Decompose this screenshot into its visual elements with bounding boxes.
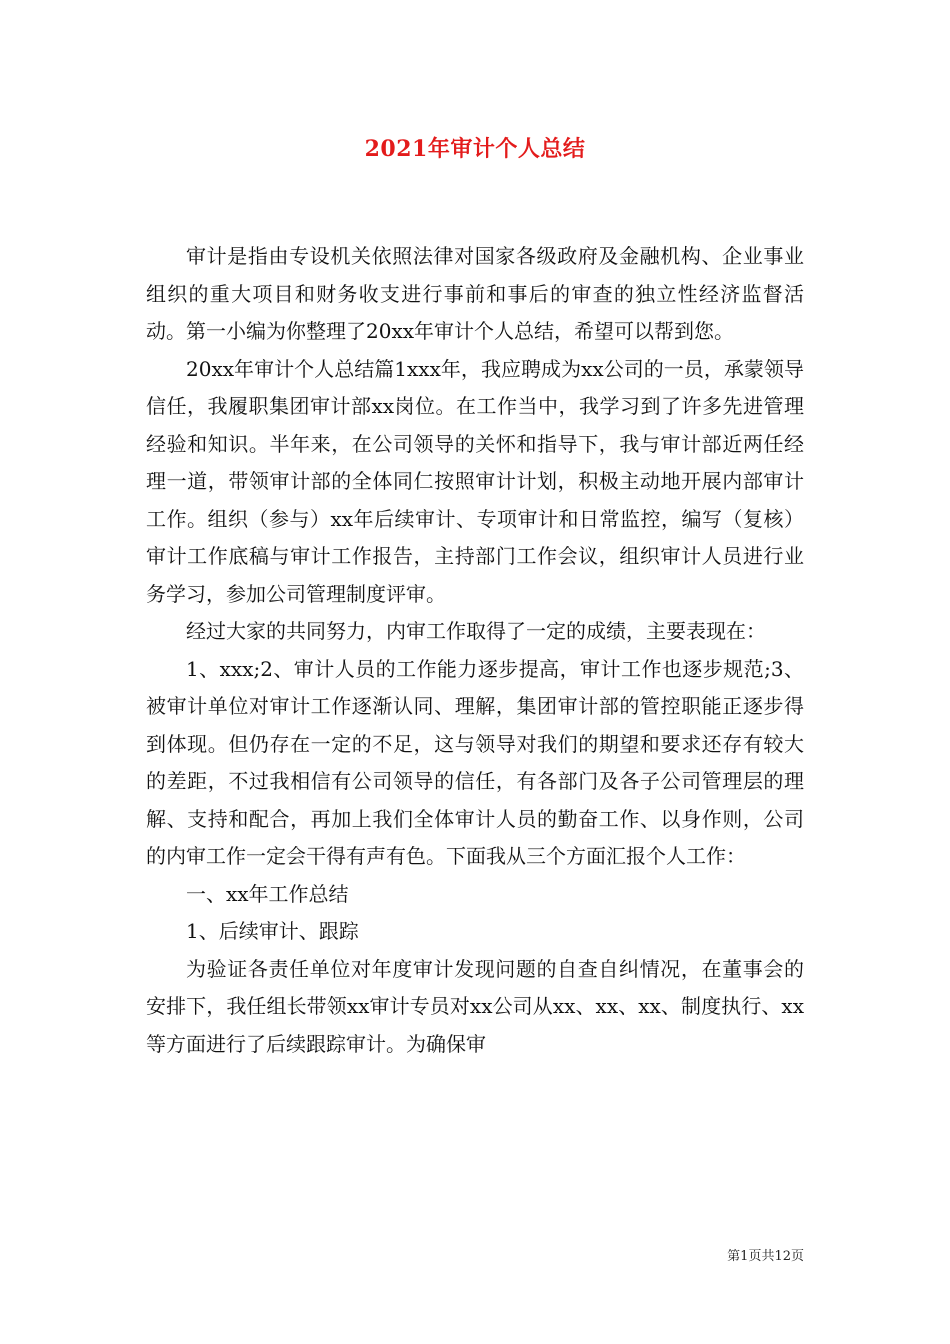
paragraph-followup: 为验证各责任单位对年度审计发现问题的自查自纠情况，在董事会的安排下，我任组长带领xx审计专员对xx公司从xx、xx、xx、制度执行、xx等方面进行了后续跟踪审计。为确保审 (146, 956, 804, 1056)
paragraph-intro: 审计是指由专设机关依照法律对国家各级政府及金融机构、企业事业组织的重大项目和财务收支进行事前和事后的审查的独立性经济监督活动。第一小编为你整理了20xx年审计个人总结，希望可以帮到您。 (146, 244, 804, 343)
paragraph-part1: 20xx年审计个人总结篇1xxx年，我应聘成为xx公司的一员，承蒙领导信任，我履职集团审计部xx岗位。在工作当中，我学习到了许多先进管理经验和知识。半年来，在公司领导的关怀和指导下，我与审计部近两任经理一道，带领审计部的全体同仁按照审计计划，积极主动地开展内部审计工作。组织（参与）xx年后续审计、专项审计和日常监控，编写（复核）审计工作底稿与审计工作报告，主持部门工作会议，组织审计人员进行业务学习，参加公司管理制度评审。 (146, 356, 804, 606)
page-number: 第1页共12页 (727, 1249, 804, 1264)
document-body (146, 238, 804, 1063)
subsection-heading-1: 1、后续审计、跟踪 (186, 919, 359, 943)
paragraph-achievements: 经过大家的共同努力，内审工作取得了一定的成绩，主要表现在： (186, 619, 766, 643)
document-title: 2021年审计个人总结 (364, 136, 586, 162)
section-heading-1: 一、xx年工作总结 (186, 881, 349, 906)
paragraph-list: 1、xxx;2、审计人员的工作能力逐步提高，审计工作也逐步规范;3、被审计单位对审计工作逐渐认同、理解，集团审计部的管控职能正逐步得到体现。但仍存在一定的不足，这与领导对我们的期望和要求还存有较大的差距，不过我相信有公司领导的信任，有各部门及各子公司管理层的理解、支持和配合，再加上我们全体审计人员的勤奋工作、以身作则，公司的内审工作一定会干得有声有色。下面我从三个方面汇报个人工作： (146, 656, 804, 868)
